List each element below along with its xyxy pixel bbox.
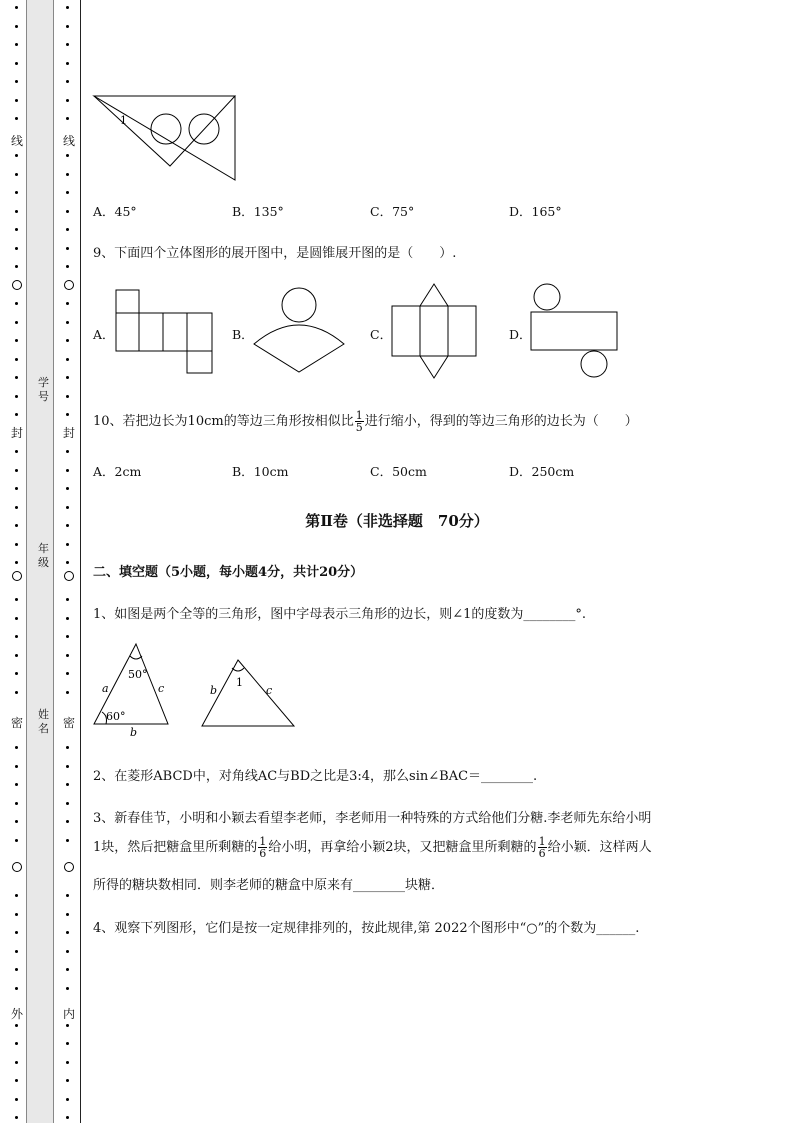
margin-divider-line (80, 0, 81, 1123)
fill3-fraction-2: $\frac{1}{6}$ (538, 835, 546, 860)
binding-dot (66, 543, 69, 546)
binding-dot (66, 1098, 69, 1101)
binding-dot (66, 654, 69, 657)
binding-dot (15, 228, 18, 231)
binding-dot (15, 506, 18, 509)
binding-dot (15, 820, 18, 823)
binding-dot (15, 80, 18, 83)
fill3-line1: 3、新春佳节，小明和小颖去看望李老师，李老师用一种特殊的方式给他们分糖.李老师先东给小明 (93, 811, 652, 826)
binding-hole-icon (12, 571, 22, 581)
q8-figure (90, 92, 240, 182)
q10-option-d[interactable]: D．250cm (509, 464, 575, 479)
binding-dot (66, 210, 69, 213)
outer-label-xian: 线 (11, 134, 24, 148)
binding-hole-icon (12, 280, 22, 290)
binding-dot (15, 469, 18, 472)
binding-dot (66, 469, 69, 472)
binding-dot (66, 894, 69, 897)
name-field-label: 姓名 (38, 708, 49, 735)
binding-dot (66, 228, 69, 231)
q10-text-after: 进行缩小，得到的等边三角形的边长为（ ） (364, 414, 638, 429)
binding-dot (15, 839, 18, 842)
binding-dot (66, 506, 69, 509)
binding-dot (15, 43, 18, 46)
binding-dot (66, 117, 69, 120)
binding-dot (66, 265, 69, 268)
binding-dot (66, 247, 69, 250)
fill1-top-angle-label: 50° (128, 668, 148, 681)
inner-label-xian: 线 (63, 134, 76, 148)
binding-dot (66, 191, 69, 194)
fill1-side-c-label: c (158, 682, 165, 695)
fill1-side-a-label: a (102, 682, 109, 695)
binding-dot (15, 376, 18, 379)
binding-dot (66, 987, 69, 990)
binding-dot (66, 395, 69, 398)
binding-dot (66, 413, 69, 416)
inner-label-feng: 封 (63, 426, 76, 440)
binding-dot (66, 635, 69, 638)
fill4-question: 4、观察下列图形，它们是按一定规律排列的，按此规律,第 2022个图形中“○”的个数为______. (93, 921, 640, 936)
outer-label-feng: 封 (11, 426, 24, 440)
outer-label-wai: 外 (11, 1007, 24, 1021)
q10-text-before: 10、若把边长为10cm的等边三角形按相似比 (93, 414, 354, 429)
fill2-question: 2、在菱形ABCD中，对角线AC与BD之比是3:4，那么sin∠BAC＝________. (93, 769, 538, 784)
fill1-question: 1、如图是两个全等的三角形，图中字母表示三角形的边长，则∠1的度数为________°. (93, 607, 587, 622)
binding-dot (15, 265, 18, 268)
binding-dot (15, 25, 18, 28)
binding-dot (15, 561, 18, 564)
fill1-angle1-label: 1 (236, 676, 243, 689)
binding-dot (66, 321, 69, 324)
binding-dot (66, 6, 69, 9)
binding-dot (66, 376, 69, 379)
q10-option-c[interactable]: C．50cm (370, 464, 427, 479)
binding-dot (66, 302, 69, 305)
fill3-line2-part-a: 1块，然后把糖盒里所剩糖的 (93, 840, 258, 855)
q9-option-d-letter[interactable]: D． (509, 327, 532, 342)
binding-dot (15, 413, 18, 416)
binding-dot (66, 802, 69, 805)
binding-dot (66, 154, 69, 157)
q8-option-a[interactable]: A．45° (93, 204, 137, 219)
fill-in-section-heading: 二、填空题（5小题，每小题4分，共计20分） (93, 565, 364, 580)
binding-dot (15, 543, 18, 546)
binding-dot (15, 450, 18, 453)
binding-dot (15, 191, 18, 194)
binding-dot (66, 62, 69, 65)
q9-net-b-figure[interactable] (252, 286, 348, 376)
binding-dot (15, 802, 18, 805)
binding-dot (15, 746, 18, 749)
q8-option-d[interactable]: D．165° (509, 204, 562, 219)
fill3-line2-part-c: 给小颖．这样两人 (547, 840, 652, 855)
binding-dot (15, 1042, 18, 1045)
binding-dot (15, 1024, 18, 1027)
q9-option-b-letter[interactable]: B． (232, 327, 254, 342)
binding-dot (66, 913, 69, 916)
binding-dot (66, 950, 69, 953)
binding-dot (66, 80, 69, 83)
binding-dot (15, 635, 18, 638)
binding-dot (66, 1042, 69, 1045)
q8-option-b[interactable]: B．135° (232, 204, 284, 219)
binding-dot (66, 25, 69, 28)
binding-dot (15, 617, 18, 620)
binding-dot (15, 987, 18, 990)
binding-dot (66, 617, 69, 620)
binding-dot (15, 968, 18, 971)
binding-dot (66, 765, 69, 768)
q10-question (93, 410, 638, 433)
q9-option-c-letter[interactable]: C． (370, 327, 393, 342)
binding-dot (15, 210, 18, 213)
binding-dot (15, 1061, 18, 1064)
binding-dot (15, 691, 18, 694)
q10-fraction: $\frac{1}{5}$ (355, 409, 363, 434)
q9-net-a-figure[interactable] (115, 289, 215, 375)
binding-dot (66, 691, 69, 694)
binding-dot (15, 173, 18, 176)
inner-label-nei: 内 (63, 1007, 76, 1021)
binding-dot (15, 783, 18, 786)
binding-dot (15, 894, 18, 897)
q9-net-c-figure[interactable] (391, 282, 479, 380)
fill3-line2-part-b: 给小明，再拿给小颖2块，又把糖盒里所剩糖的 (268, 840, 537, 855)
binding-dot (66, 43, 69, 46)
outer-dotted-margin (11, 0, 23, 1123)
binding-dot (15, 6, 18, 9)
q10-option-b[interactable]: B．10cm (232, 464, 289, 479)
binding-dot (66, 173, 69, 176)
fill1-right-side-b-label: b (210, 684, 218, 697)
fill3-line3: 所得的糖块数相同．则李老师的糖盒中原来有________块糖． (93, 878, 445, 893)
binding-dot (15, 672, 18, 675)
binding-dot (15, 1098, 18, 1101)
outer-label-mi: 密 (11, 716, 24, 730)
binding-dot (66, 339, 69, 342)
binding-dot (15, 358, 18, 361)
binding-dot (15, 487, 18, 490)
binding-dot (15, 62, 18, 65)
binding-dot (15, 395, 18, 398)
grade-field-label: 年级 (38, 542, 49, 569)
binding-dot (15, 247, 18, 250)
binding-dot (15, 1116, 18, 1119)
binding-dot (66, 1061, 69, 1064)
binding-dot (66, 358, 69, 361)
student-id-field-label: 学号 (38, 376, 49, 403)
binding-dot (66, 839, 69, 842)
binding-dot (66, 820, 69, 823)
q9-option-a-letter[interactable]: A． (93, 327, 115, 342)
binding-dot (66, 931, 69, 934)
q9-question: 9、下面四个立体图形的展开图中，是圆锥展开图的是（ ）. (93, 246, 457, 261)
fill1-left-angle-label: 60° (106, 710, 126, 723)
fill3-fraction-1: $\frac{1}{6}$ (259, 835, 267, 860)
inner-label-mi: 密 (63, 716, 76, 730)
binding-dot (66, 99, 69, 102)
binding-dot (15, 1079, 18, 1082)
fill1-triangle-right-figure (200, 658, 296, 728)
binding-dot (15, 931, 18, 934)
q8-option-c[interactable]: C．75° (370, 204, 415, 219)
binding-dot (66, 598, 69, 601)
binding-dot (66, 968, 69, 971)
binding-dot (66, 672, 69, 675)
binding-dot (15, 765, 18, 768)
binding-dot (66, 561, 69, 564)
q10-option-a[interactable]: A．2cm (93, 464, 142, 479)
binding-dot (15, 598, 18, 601)
binding-hole-icon (64, 280, 74, 290)
binding-dot (66, 746, 69, 749)
binding-dot (15, 339, 18, 342)
binding-dot (15, 913, 18, 916)
q8-angle-label: 1 (120, 114, 127, 127)
binding-hole-icon (12, 862, 22, 872)
fill1-side-b-label: b (130, 726, 138, 739)
binding-dot (66, 487, 69, 490)
binding-dot (15, 99, 18, 102)
binding-dot (66, 450, 69, 453)
binding-dot (66, 1079, 69, 1082)
binding-hole-icon (64, 862, 74, 872)
inner-dotted-margin (62, 0, 76, 1123)
binding-dot (15, 302, 18, 305)
fill3-line2 (93, 836, 652, 859)
binding-dot (15, 154, 18, 157)
binding-dot (66, 1024, 69, 1027)
fill1-triangle-left-figure (92, 642, 172, 738)
q9-net-d-figure[interactable] (529, 283, 619, 381)
binding-dot (66, 783, 69, 786)
part-two-title: 第Ⅱ卷（非选择题 70分） (305, 512, 489, 530)
fill1-right-side-c-label: c (266, 684, 273, 697)
binding-hole-icon (64, 571, 74, 581)
binding-dot (15, 950, 18, 953)
binding-dot (15, 654, 18, 657)
binding-dot (66, 1116, 69, 1119)
binding-dot (15, 321, 18, 324)
binding-dot (15, 117, 18, 120)
